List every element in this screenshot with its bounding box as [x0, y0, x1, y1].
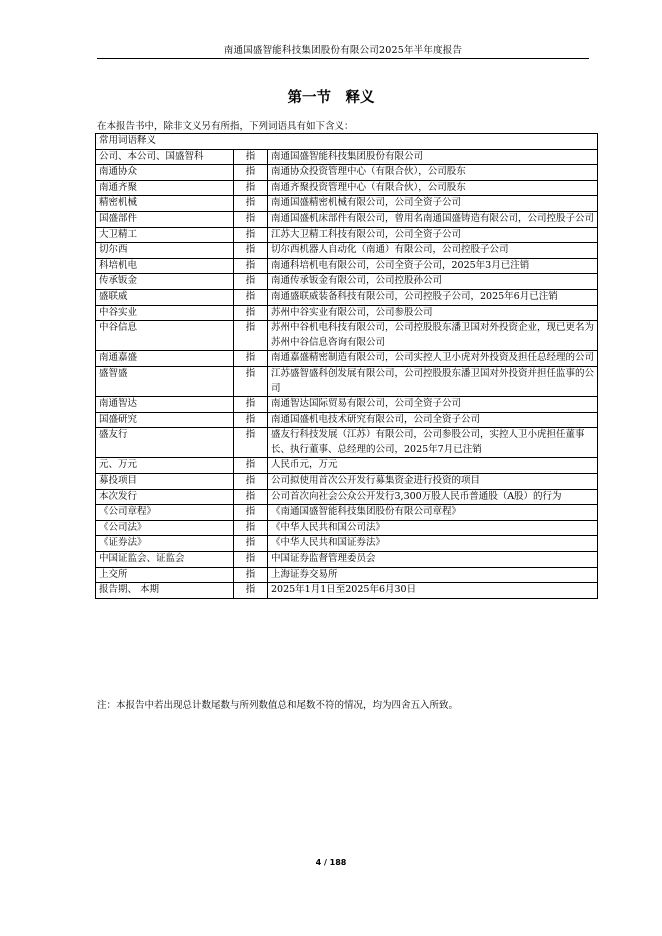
term-cell: 国盛研究	[96, 412, 234, 428]
table-row	[96, 505, 598, 521]
term-cell: 盛友行	[96, 428, 234, 458]
symbol-cell: 指	[234, 567, 268, 583]
page-header: 南通国盛智能科技集团股份有限公司2025年半年度报告	[223, 45, 463, 56]
symbol-cell: 指	[234, 474, 268, 490]
symbol-cell: 指	[234, 321, 268, 351]
table-row	[96, 258, 598, 274]
definition-cell: 南通嘉盛精密制造有限公司，公司实控人卫小虎对外投资及担任总经理的公司	[268, 351, 598, 367]
symbol-cell: 指	[234, 505, 268, 521]
definition-cell: 盛友行科技发展（江苏）有限公司，公司参股公司，实控人卫小虎担任董事长、执行董事、总经理的公司，2025年7月已注销	[268, 428, 598, 458]
symbol-cell: 指	[234, 196, 268, 212]
term-cell: 南通协众	[96, 165, 234, 181]
symbol-cell: 指	[234, 258, 268, 274]
table-row	[96, 474, 598, 490]
term-cell: 上交所	[96, 567, 234, 583]
definition-cell: 南通协众投资管理中心（有限合伙），公司股东	[268, 165, 598, 181]
intro-text: 在本报告书中，除非文义另有所指，下列词语具有如下含义：	[97, 121, 354, 132]
symbol-cell: 指	[234, 458, 268, 474]
term-cell: 大卫精工	[96, 227, 234, 243]
definition-cell: 南通国盛智能科技集团股份有限公司	[268, 149, 598, 165]
definition-cell: 《南通国盛智能科技集团股份有限公司章程》	[268, 505, 598, 521]
symbol-cell: 指	[234, 520, 268, 536]
symbol-cell: 指	[234, 428, 268, 458]
table-row	[96, 289, 598, 305]
term-cell: 《证券法》	[96, 536, 234, 552]
definition-cell: 切尔西机器人自动化（南通）有限公司，公司控股子公司	[268, 243, 598, 259]
definition-cell: 南通国盛机电技术研究有限公司，公司全资子公司	[268, 412, 598, 428]
header-divider	[97, 58, 589, 59]
term-cell: 切尔西	[96, 243, 234, 259]
table-caption-row	[96, 134, 598, 150]
definition-cell: 江苏盛智盛科创发展有限公司，公司控股股东潘卫国对外投资并担任监事的公司	[268, 366, 598, 396]
term-cell: 盛智盛	[96, 366, 234, 396]
definition-cell: 上海证券交易所	[268, 567, 598, 583]
term-cell: 中国证监会、证监会	[96, 552, 234, 568]
definition-cell: 人民币元，万元	[268, 458, 598, 474]
definition-cell: 南通盛联威装备科技有限公司，公司控股子公司，2025年6月已注销	[268, 289, 598, 305]
table-row	[96, 428, 598, 458]
table-row	[96, 397, 598, 413]
term-cell: 募投项目	[96, 474, 234, 490]
table-row	[96, 536, 598, 552]
term-cell: 报告期、 本期	[96, 583, 234, 599]
definition-cell: 南通国盛机床部件有限公司，曾用名南通国盛铸造有限公司，公司控股子公司	[268, 211, 598, 227]
table-row	[96, 520, 598, 536]
definition-cell: 南通科培机电有限公司，公司全资子公司，2025年3月已注销	[268, 258, 598, 274]
term-cell: 本次发行	[96, 489, 234, 505]
symbol-cell: 指	[234, 489, 268, 505]
term-cell: 《公司法》	[96, 520, 234, 536]
definition-cell: 《中华人民共和国证券法》	[268, 536, 598, 552]
definition-cell: 2025年1月1日至2025年6月30日	[268, 583, 598, 599]
term-cell: 《公司章程》	[96, 505, 234, 521]
term-cell: 南通嘉盛	[96, 351, 234, 367]
term-cell: 公司、本公司、国盛智科	[96, 149, 234, 165]
table-row	[96, 165, 598, 181]
symbol-cell: 指	[234, 274, 268, 290]
symbol-cell: 指	[234, 305, 268, 321]
definition-cell: 苏州中谷机电科技有限公司，公司控股股东潘卫国对外投资企业，现已更名为苏州中谷信息咨询有限公司	[268, 321, 598, 351]
term-cell: 国盛部件	[96, 211, 234, 227]
table-row	[96, 351, 598, 367]
table-row	[96, 412, 598, 428]
definition-cell: 《中华人民共和国公司法》	[268, 520, 598, 536]
table-row	[96, 305, 598, 321]
page-number: 4 / 188	[315, 858, 347, 867]
definition-cell: 南通齐聚投资管理中心（有限合伙），公司股东	[268, 180, 598, 196]
footnote: 注：本报告中若出现总计数尾数与所列数值总和尾数不符的情况，均为四舍五入所致。	[97, 700, 459, 711]
definitions-table	[95, 133, 598, 599]
definition-cell: 公司首次向社会公众公开发行3,300万股人民币普通股（A股）的行为	[268, 489, 598, 505]
symbol-cell: 指	[234, 211, 268, 227]
table-row	[96, 366, 598, 396]
table-caption: 常用词语释义	[96, 134, 598, 150]
table-row	[96, 227, 598, 243]
symbol-cell: 指	[234, 180, 268, 196]
symbol-cell: 指	[234, 149, 268, 165]
symbol-cell: 指	[234, 366, 268, 396]
table-row	[96, 321, 598, 351]
table-row	[96, 489, 598, 505]
symbol-cell: 指	[234, 243, 268, 259]
table-row	[96, 180, 598, 196]
definition-cell: 南通传承钣金有限公司，公司控股孙公司	[268, 274, 598, 290]
term-cell: 科培机电	[96, 258, 234, 274]
table-row	[96, 274, 598, 290]
definition-cell: 南通智达国际贸易有限公司，公司全资子公司	[268, 397, 598, 413]
table-row	[96, 243, 598, 259]
term-cell: 精密机械	[96, 196, 234, 212]
table-row	[96, 196, 598, 212]
term-cell: 南通齐聚	[96, 180, 234, 196]
table-row	[96, 583, 598, 599]
section-title: 第一节 释义	[287, 90, 375, 106]
definition-cell: 苏州中谷实业有限公司，公司参股公司	[268, 305, 598, 321]
term-cell: 元、万元	[96, 458, 234, 474]
table-row	[96, 552, 598, 568]
term-cell: 盛联威	[96, 289, 234, 305]
table-row	[96, 567, 598, 583]
symbol-cell: 指	[234, 397, 268, 413]
symbol-cell: 指	[234, 227, 268, 243]
table-row	[96, 458, 598, 474]
definition-cell: 江苏大卫精工科技有限公司，公司全资子公司	[268, 227, 598, 243]
table-row	[96, 149, 598, 165]
term-cell: 南通智达	[96, 397, 234, 413]
term-cell: 传承钣金	[96, 274, 234, 290]
symbol-cell: 指	[234, 165, 268, 181]
definition-cell: 南通国盛精密机械有限公司，公司全资子公司	[268, 196, 598, 212]
symbol-cell: 指	[234, 289, 268, 305]
symbol-cell: 指	[234, 583, 268, 599]
term-cell: 中谷信息	[96, 321, 234, 351]
symbol-cell: 指	[234, 536, 268, 552]
term-cell: 中谷实业	[96, 305, 234, 321]
symbol-cell: 指	[234, 351, 268, 367]
symbol-cell: 指	[234, 552, 268, 568]
definition-cell: 中国证券监督管理委员会	[268, 552, 598, 568]
table-row	[96, 211, 598, 227]
definition-cell: 公司拟使用首次公开发行募集资金进行投资的项目	[268, 474, 598, 490]
symbol-cell: 指	[234, 412, 268, 428]
